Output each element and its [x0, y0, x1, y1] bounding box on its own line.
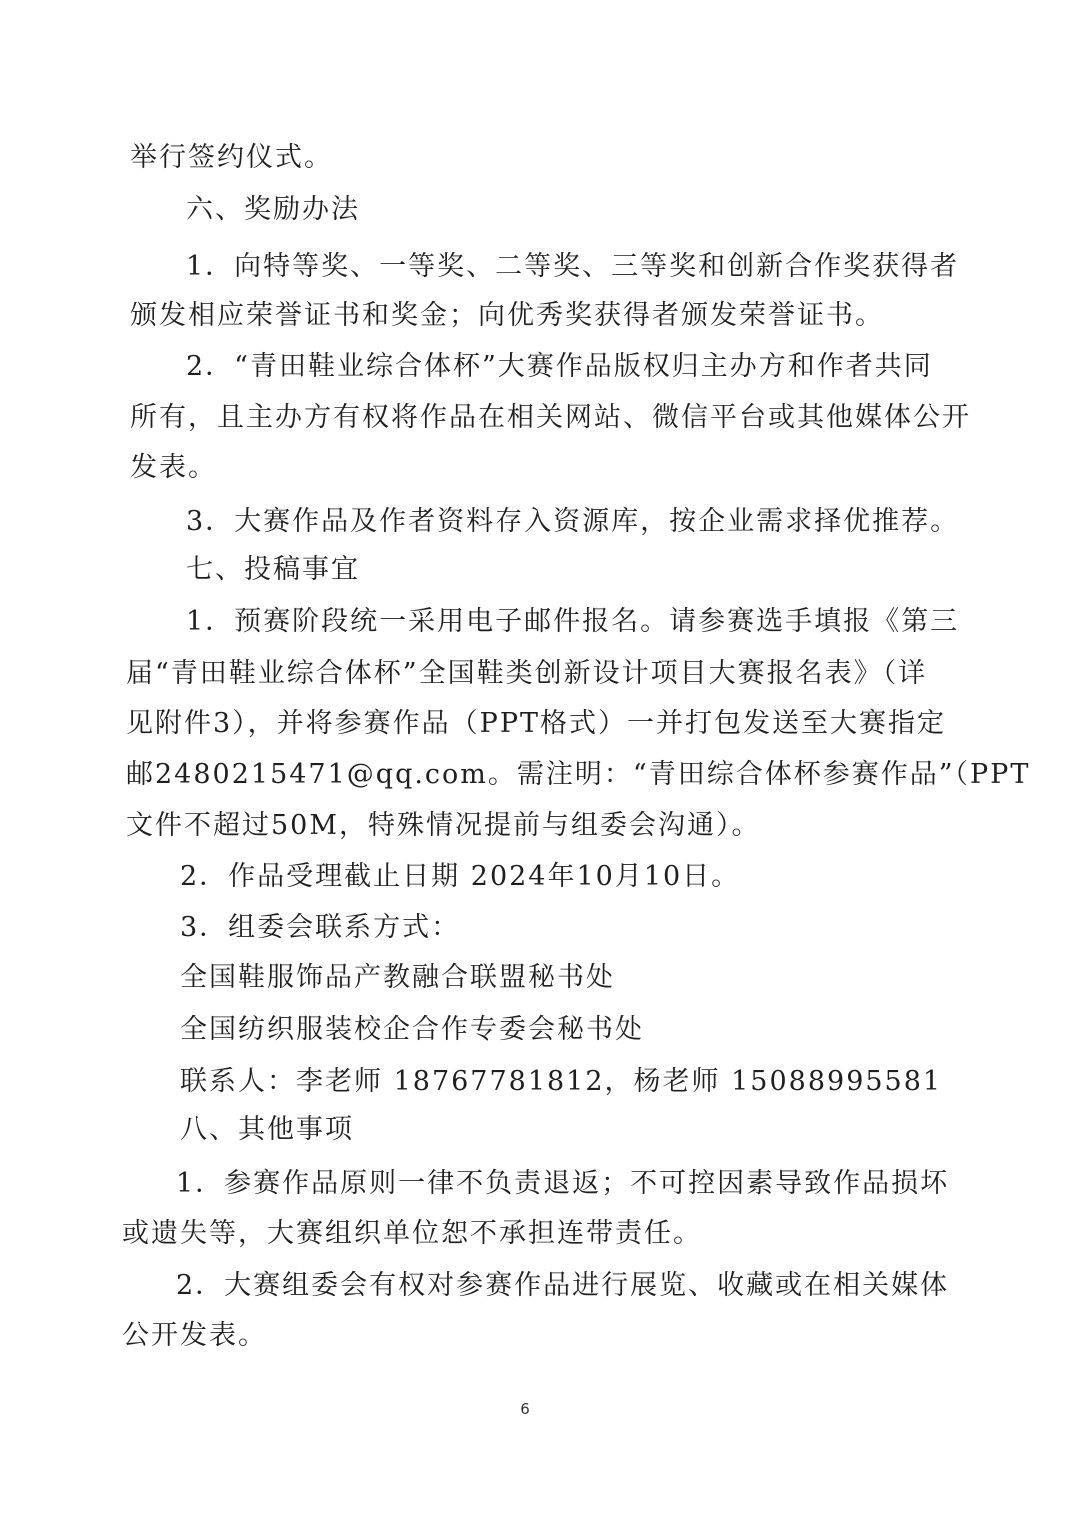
text-line-continuation: 举行签约仪式。	[130, 142, 333, 173]
text-line: 所有，且主办方有权将作品在相关网站、微信平台或其他媒体公开	[130, 402, 971, 433]
text-line-deadline: 2．作品受理截止日期 2024年10月10日。	[180, 861, 741, 892]
text-line-organization: 全国纺织服装校企合作专委会秘书处	[180, 1014, 644, 1045]
section-heading-other: 八、其他事项	[180, 1114, 354, 1145]
text-line: 1．参赛作品原则一律不负责退返；不可控因素导致作品损坏	[176, 1168, 950, 1199]
section-heading-rewards: 六、奖励办法	[186, 194, 360, 225]
text-line: 3．大赛作品及作者资料存入资源库，按企业需求择优推荐。	[186, 506, 960, 537]
text-line: 2．大赛组委会有权对参赛作品进行展览、收藏或在相关媒体	[176, 1270, 950, 1301]
text-line: 见附件3），并将参赛作品（PPT格式）一并打包发送至大赛指定	[126, 708, 947, 739]
text-line: 文件不超过50M，特殊情况提前与组委会沟通）。	[126, 810, 761, 841]
section-heading-submission: 七、投稿事宜	[186, 554, 360, 585]
text-line-organization: 全国鞋服饰品产教融合联盟秘书处	[180, 962, 615, 993]
text-line: 1．向特等奖、一等奖、二等奖、三等奖和创新合作奖获得者	[186, 251, 960, 282]
text-line: 届“青田鞋业综合体杯”全国鞋类创新设计项目大赛报名表》（详	[126, 658, 928, 689]
text-line-contacts: 联系人：李老师 18767781812，杨老师 15088995581	[180, 1066, 943, 1097]
text-line: 3．组委会联系方式：	[180, 912, 461, 943]
text-line: 颁发相应荣誉证书和奖金；向优秀奖获得者颁发荣誉证书。	[130, 300, 884, 331]
text-line: 2．“青田鞋业综合体杯”大赛作品版权归主办方和作者共同	[186, 351, 933, 382]
page-number: 6	[520, 1400, 530, 1418]
text-line: 或遗失等，大赛组织单位恕不承担连带责任。	[122, 1218, 702, 1249]
text-line: 公开发表。	[122, 1320, 267, 1351]
text-line: 1．预赛阶段统一采用电子邮件报名。请参赛选手填报《第三	[186, 606, 960, 637]
text-line: 发表。	[130, 452, 217, 483]
text-line-email: 邮2480215471@qq.com。需注明：“青田综合体杯参赛作品”（PPT	[126, 759, 1031, 790]
